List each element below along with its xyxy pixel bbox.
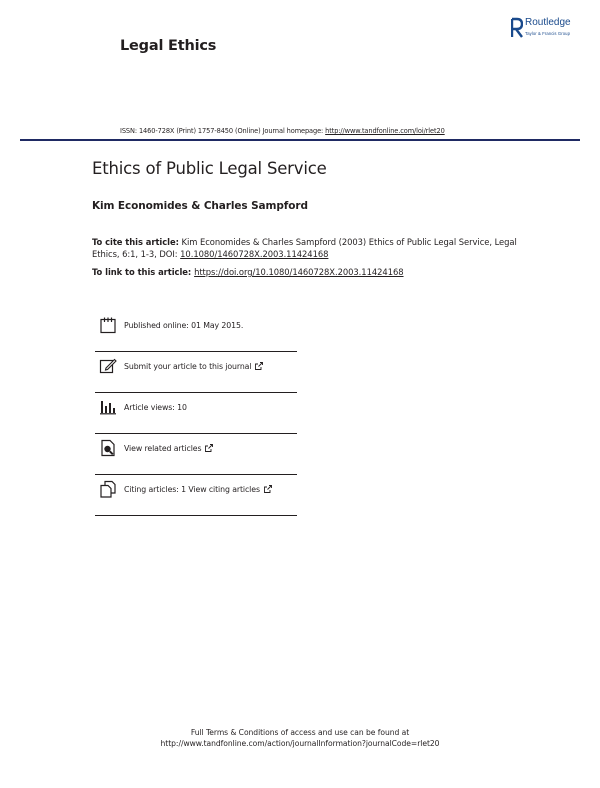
publisher-logo[interactable] xyxy=(511,17,591,41)
submit-article-row[interactable] xyxy=(95,352,297,393)
publisher-name: Routledge xyxy=(525,17,571,28)
citing-articles-text: Citing articles: 1 View citing articles xyxy=(124,485,260,494)
submit-article-text: Submit your article to this journal xyxy=(124,362,252,371)
article-views-text: Article views: 10 xyxy=(124,403,187,412)
citation-text: Kim Economides & Charles Sampford (2003) Ethics of Public Legal Service, Legal Ethics, 6:1, 1-3, DOI: xyxy=(92,237,517,259)
article-authors: Kim Economides & Charles Sampford xyxy=(92,200,308,212)
calendar-icon xyxy=(99,316,117,334)
routledge-r-icon xyxy=(511,17,523,39)
issn-text: ISSN: 1460-728X (Print) 1757-8450 (Online) Journal homepage: xyxy=(120,127,326,135)
citing-articles-row[interactable] xyxy=(95,475,297,516)
link-label: To link to this article: xyxy=(92,267,195,277)
copy-documents-icon xyxy=(99,480,117,498)
published-online-text: Published online: 01 May 2015. xyxy=(124,321,244,330)
related-articles-text: View related articles xyxy=(124,444,202,453)
submit-article-link[interactable] xyxy=(124,362,263,371)
article-url-link[interactable]: https://doi.org/10.1080/1460728X.2003.11424168 xyxy=(194,267,404,277)
related-articles-link[interactable] xyxy=(124,444,213,453)
bar-chart-icon xyxy=(99,398,117,416)
article-views-row xyxy=(95,393,297,434)
related-articles-row[interactable] xyxy=(95,434,297,475)
terms-footer xyxy=(0,727,600,749)
article-info-list xyxy=(95,311,297,516)
published-online-row xyxy=(95,311,297,352)
citation-label: To cite this article: xyxy=(92,237,179,247)
article-title: Ethics of Public Legal Service xyxy=(92,159,327,178)
doi-link[interactable]: 10.1080/1460728X.2003.11424168 xyxy=(180,249,329,259)
journal-homepage-link[interactable]: http://www.tandfonline.com/loi/rlet20 xyxy=(325,127,445,135)
edit-icon xyxy=(99,357,117,375)
citing-articles-link[interactable] xyxy=(124,485,272,494)
external-link-icon xyxy=(255,362,263,370)
external-link-icon xyxy=(264,485,272,493)
terms-line: Full Terms & Conditions of access and use can be found at xyxy=(190,728,410,737)
article-link-line xyxy=(92,267,404,277)
journal-title: Legal Ethics xyxy=(120,38,217,54)
publisher-tagline: Taylor & Francis Group xyxy=(525,31,571,36)
document-search-icon xyxy=(99,439,117,457)
issn-line xyxy=(120,127,445,135)
terms-url-link[interactable]: http://www.tandfonline.com/action/journalInformation?journalCode=rlet20 xyxy=(160,739,440,748)
citation-block xyxy=(92,236,532,260)
external-link-icon xyxy=(205,444,213,452)
header-divider xyxy=(20,139,580,141)
